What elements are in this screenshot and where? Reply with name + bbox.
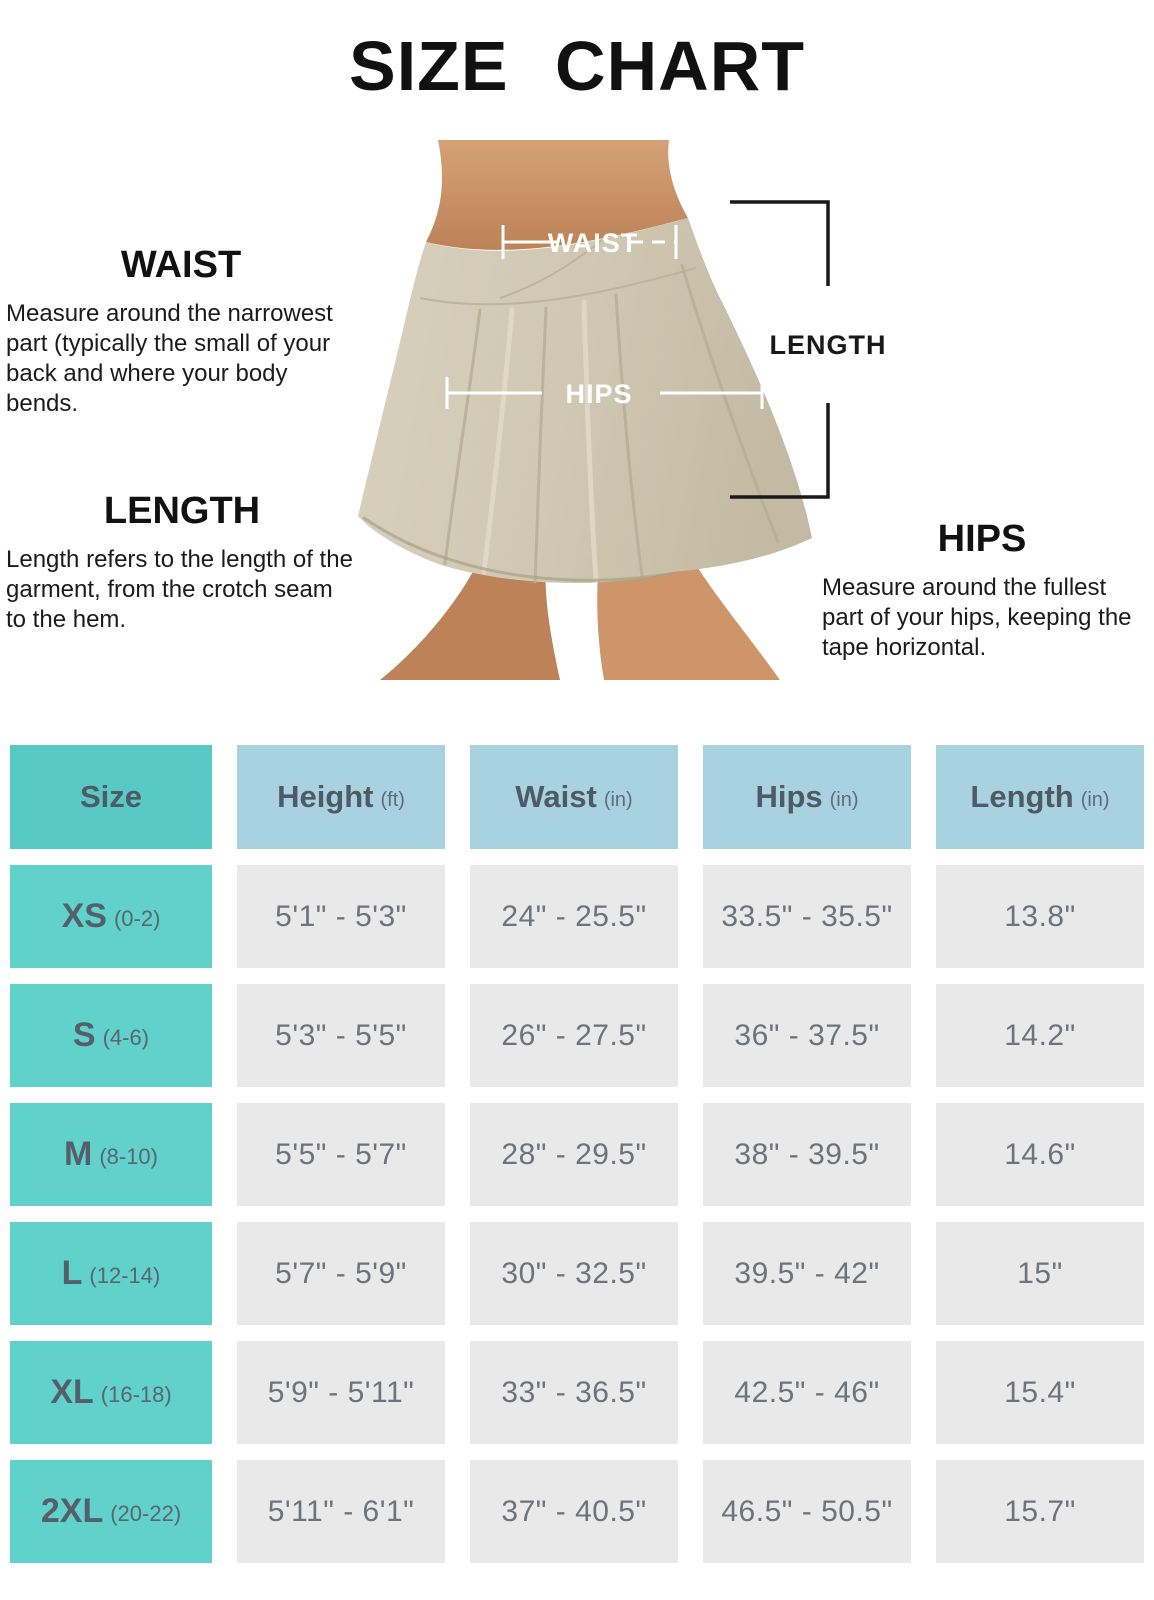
length-info-block	[6, 490, 358, 635]
length-cell: 15.4"	[936, 1341, 1144, 1444]
size-label: M	[63, 1135, 93, 1173]
column-header-length-label: Length	[970, 779, 1074, 814]
size-range: (16-18)	[100, 1381, 172, 1407]
size-cell-s	[10, 984, 212, 1087]
waist-cell: 37" - 40.5"	[470, 1460, 678, 1563]
size-range: (4-6)	[102, 1024, 150, 1050]
column-header-height-unit: (ft)	[380, 788, 405, 811]
length-info-text: Length refers to the length of the garment, from the crotch seam to the hem.	[6, 546, 353, 633]
column-header-hips	[703, 745, 911, 849]
height-cell: 5'7" - 5'9"	[237, 1222, 445, 1325]
height-cell: 5'5" - 5'7"	[237, 1103, 445, 1206]
size-range: (0-2)	[113, 905, 161, 931]
size-label: XS	[61, 897, 107, 935]
column-header-waist-unit: (in)	[603, 788, 633, 811]
length-cell: 15.7"	[936, 1460, 1144, 1563]
hips-annotation-label: HIPS	[565, 379, 633, 409]
height-cell: 5'11" - 6'1"	[237, 1460, 445, 1563]
column-header-size-label: Size	[79, 779, 143, 814]
size-table	[10, 745, 1144, 1563]
waist-cell: 28" - 29.5"	[470, 1103, 678, 1206]
column-header-size	[10, 745, 212, 849]
size-label: L	[61, 1254, 83, 1292]
size-range: (8-10)	[99, 1143, 158, 1169]
column-header-length-unit: (in)	[1080, 788, 1110, 811]
size-range: (12-14)	[89, 1262, 161, 1288]
length-cell: 14.6"	[936, 1103, 1144, 1206]
size-cell-xl	[10, 1341, 212, 1444]
size-label: 2XL	[40, 1492, 104, 1530]
hips-cell: 36" - 37.5"	[703, 984, 911, 1087]
column-header-length	[936, 745, 1144, 849]
column-header-waist-label: Waist	[515, 779, 597, 814]
column-header-height-label: Height	[277, 779, 374, 814]
length-annotation-label: LENGTH	[769, 330, 887, 360]
column-header-hips-label: Hips	[755, 779, 823, 814]
length-cell: 15"	[936, 1222, 1144, 1325]
length-cell: 13.8"	[936, 865, 1144, 968]
column-header-height	[237, 745, 445, 849]
height-cell: 5'9" - 5'11"	[237, 1341, 445, 1444]
size-range: (20-22)	[110, 1500, 182, 1526]
height-cell: 5'3" - 5'5"	[237, 984, 445, 1087]
waist-info-block	[6, 244, 356, 419]
page-title: SIZE CHART	[349, 27, 805, 105]
height-cell: 5'1" - 5'3"	[237, 865, 445, 968]
hips-info-text: Measure around the fullest part of your hips, keeping the tape horizontal.	[822, 574, 1132, 661]
hips-cell: 38" - 39.5"	[703, 1103, 911, 1206]
size-cell-m	[10, 1103, 212, 1206]
hips-info-heading: HIPS	[937, 518, 1027, 560]
hips-cell: 33.5" - 35.5"	[703, 865, 911, 968]
column-header-waist	[470, 745, 678, 849]
length-cell: 14.2"	[936, 984, 1144, 1087]
waist-cell: 30" - 32.5"	[470, 1222, 678, 1325]
hips-cell: 46.5" - 50.5"	[703, 1460, 911, 1563]
column-header-hips-unit: (in)	[829, 788, 859, 811]
size-cell-l	[10, 1222, 212, 1325]
waist-info-text: Measure around the narrowest part (typically the small of your back and where your body bends.	[6, 300, 333, 417]
hips-cell: 39.5" - 42"	[703, 1222, 911, 1325]
waist-info-heading: WAIST	[120, 244, 242, 286]
hips-cell: 42.5" - 46"	[703, 1341, 911, 1444]
waist-cell: 26" - 27.5"	[470, 984, 678, 1087]
skirt-illustration	[350, 140, 890, 680]
skirt-measurement-figure	[350, 140, 890, 680]
waist-annotation-label: WAIST	[547, 228, 639, 258]
size-label: XL	[50, 1373, 94, 1411]
size-cell-2xl	[10, 1460, 212, 1563]
size-label: S	[72, 1016, 96, 1054]
size-cell-xs	[10, 865, 212, 968]
waist-cell: 33" - 36.5"	[470, 1341, 678, 1444]
waist-cell: 24" - 25.5"	[470, 865, 678, 968]
length-info-heading: LENGTH	[103, 490, 261, 532]
right-thigh-shape	[597, 568, 780, 680]
